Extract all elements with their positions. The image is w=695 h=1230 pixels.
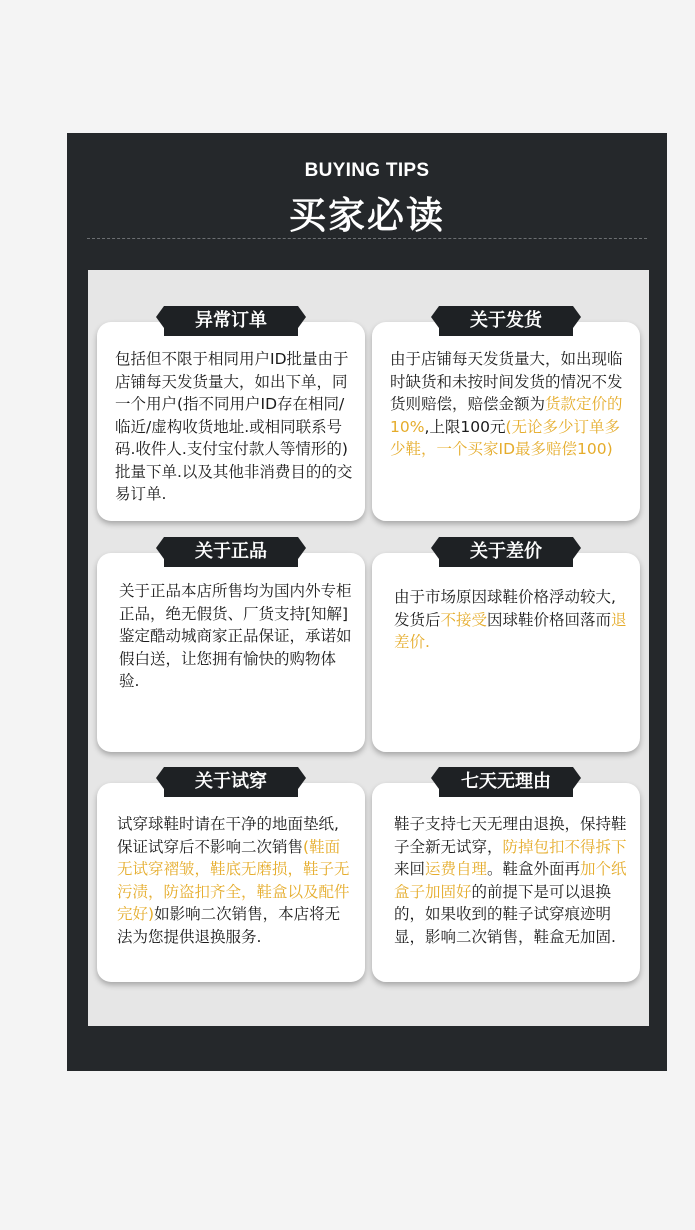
body-text: 关于正品本店所售均为国内外专柜正品，绝无假货、厂货支持[知解]鉴定酷动城商家正品保证，承诺如假白送，让您拥有愉快的购物体验. [119,582,352,690]
card-text [117,813,353,948]
card-price-difference [372,541,640,752]
highlight-text: (无论多少订单多少鞋，一个买家ID最多赔偿100) [390,417,621,458]
header-title-cn: 买家必读 [289,194,445,237]
body-text: 由于市场原因球鞋价格浮动较大,发货后 [394,588,616,629]
highlight-text: 加个纸盒子加固好 [394,860,627,901]
body-text: 的前提下是可以退换的，如果收到的鞋子试穿痕迹明显，影响二次销售，鞋盒无加固. [394,882,616,946]
highlight-text: 运费自理 [425,860,488,878]
card-text [390,348,628,461]
card-authentic [97,541,365,752]
body-text: 如影响二次销售，本店将无法为您提供退换服务. [117,905,341,946]
header-divider [87,238,647,239]
cards-container [88,270,649,1026]
card-title: 关于差价 [439,537,573,567]
highlight-text: 不接受 [440,610,488,629]
highlight-text: (鞋面无试穿褶皱，鞋底无磨损，鞋子无污渍，防盗扣齐全，鞋盒以及配件完好) [117,837,350,923]
header-title-en: BUYING TIPS [304,160,430,181]
card-shipping [372,310,640,521]
highlight-text: 退差价. [394,610,627,651]
card-seven-day-return [372,771,640,982]
card-try-on [97,771,365,982]
card-text [119,580,353,693]
buying-tips-panel [67,133,667,1071]
body-text: ,上限100元 [424,417,506,436]
highlight-text: 防掉包扣不得拆下 [502,837,627,856]
body-text: 鞋子支持七天无理由退换，保持鞋子全新无试穿， [394,815,627,856]
card-text [394,813,628,948]
card-abnormal-order [97,310,365,521]
body-text: 因球鞋价格回落而 [487,610,612,629]
card-text [115,348,353,506]
card-title: 关于正品 [164,537,298,567]
body-text: 包括但不限于相同用户ID批量由于店铺每天发货量大，如出下单，同一个用户(指不同用户ID存在相同/临近/虚构收货地址.或相同联系号码.收件人.支付宝付款人等情形的)批量下单.以及其他非消费目的的交易订单. [115,350,353,503]
body-text: 试穿球鞋时请在干净的地面垫纸,保证试穿后不影响二次销售 [117,815,339,856]
body-text: 来回 [394,860,426,878]
highlight-text: 货款定价的10% [390,395,623,436]
card-text [394,586,628,654]
card-title: 关于发货 [439,306,573,336]
card-title: 七天无理由 [439,767,573,797]
body-text: 。鞋盒外面再 [487,860,581,878]
card-title: 异常订单 [164,306,298,336]
body-text: 由于店铺每天发货量大，如出现临时缺货和未按时间发货的情况不发货则赔偿，赔偿金额为 [390,350,623,413]
card-title: 关于试穿 [164,767,298,797]
